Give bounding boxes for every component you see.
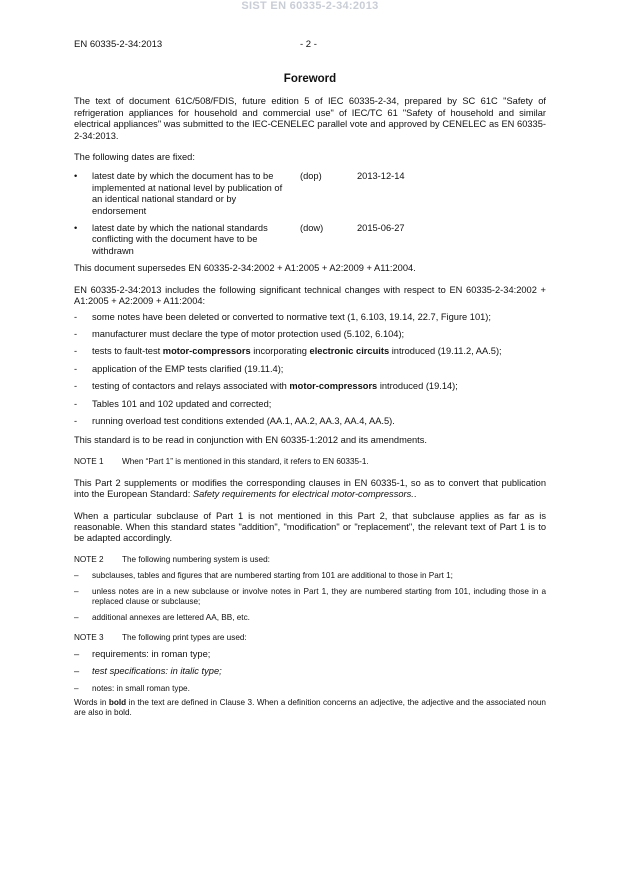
note-text: The following numbering system is used: (122, 554, 270, 564)
list-item: - application of the EMP tests clarified (19.11.4); (74, 363, 284, 374)
header-doc-id: EN 60335-2-34:2013 (74, 39, 163, 50)
part2-paragraph: This Part 2 supplements or modifies the corresponding clauses in EN 60335-1, so as to convert that publication into the European Standard: Safety requirements for electrical motor-compressors.. (74, 477, 546, 500)
conjunction-paragraph: This standard is to be read in conjunction with EN 60335-1:2012 and its amendments. (74, 435, 427, 446)
defined-term: motor-compressors (289, 381, 378, 392)
list-item: – requirements: in roman type; (74, 648, 211, 659)
watermark: SIST EN 60335-2-34:2013 (241, 0, 379, 12)
dates-table (74, 171, 546, 257)
bullet-icon: • (74, 223, 78, 234)
note-label: NOTE 3 (74, 632, 104, 642)
subclause-paragraph: When a particular subclause of Part 1 is not mentioned in this Part 2, that subclause applies as far as is reasonable. When this standard states "addition", "modification" or "replacement", the relevant text of Part 1 is to be adapted accordingly. (74, 510, 546, 544)
print-types-list (74, 649, 546, 694)
date-description: latest date by which the document has to be implemented at national level by publication of an identical national standard or by endorsement (92, 171, 283, 216)
list-item: – subclauses, tables and figures that are numbered starting from 101 are additional to those in Part 1; (74, 570, 453, 580)
document-body (74, 74, 546, 728)
list-item: - Tables 101 and 102 updated and corrected; (74, 398, 272, 409)
date-row-dop (74, 171, 546, 217)
list-item: - some notes have been deleted or converted to normative text (1, 6.103, 19.14, 22.7, Figure 101); (74, 311, 491, 322)
bold-words-paragraph: Words in bold in the text are defined in Clause 3. When a definition concerns an adjective, the adjective and the associated noun are also in bold. (74, 697, 546, 717)
list-item: – test specifications: in italic type; (74, 666, 222, 677)
intro-paragraph: The text of document 61C/508/FDIS, future edition 5 of IEC 60335-2-34, prepared by SC 61C "Safety of refrigeration appliances for household and commercial use" of IEC/TC 61 "Safety of household and similar electrical appliances" was submitted to the IEC-CENELEC parallel vote and approved by CENELEC as EN 60335-2-34:2013. (74, 96, 546, 141)
note-text: When “Part 1” is mentioned in this standard, it refers to EN 60335-1. (122, 456, 369, 466)
date-code: (dop) (300, 171, 322, 182)
note-1 (74, 457, 546, 467)
defined-term: electronic circuits (309, 346, 390, 357)
note-text: The following print types are used: (122, 632, 247, 642)
standard-title: Safety requirements for electrical motor-compressors. (192, 489, 414, 500)
defined-term: motor-compressors (162, 346, 251, 357)
list-item: – unless notes are in a new subclause or involve notes in Part 1, they are numbered starting from 101, including those in a replaced clause or subclause; (74, 586, 546, 606)
dates-intro: The following dates are fixed: (74, 152, 195, 163)
date-value: 2013-12-14 (357, 171, 405, 182)
numbering-list (74, 571, 546, 623)
changes-list (74, 312, 546, 428)
note-label: NOTE 1 (74, 456, 104, 466)
list-item: - testing of contactors and relays associated with motor-compressors introduced (19.14); (74, 381, 458, 392)
date-row-dow (74, 223, 546, 257)
page-title: Foreword (283, 73, 337, 85)
list-item: - manufacturer must declare the type of motor protection used (5.102, 6.104); (74, 328, 405, 339)
bullet-icon: • (74, 171, 78, 182)
date-value: 2015-06-27 (357, 223, 405, 234)
header-page-number: - 2 - (300, 39, 317, 50)
date-code: (dow) (300, 223, 324, 234)
list-item: - running overload test conditions extended (AA.1, AA.2, AA.3, AA.4, AA.5). (74, 415, 395, 426)
changes-intro: EN 60335-2-34:2013 includes the following significant technical changes with respect to EN 60335-2-34:2002 + A1:2005 + A2:2009 + A11:2004: (74, 284, 546, 307)
note-label: NOTE 2 (74, 554, 104, 564)
list-item: – notes: in small roman type. (74, 683, 190, 693)
note-3 (74, 633, 546, 643)
list-item: - tests to fault-test motor-compressors incorporating electronic circuits introduced (19.11.2, AA.5); (74, 346, 502, 357)
date-description: latest date by which the national standards conflicting with the document have to be withdrawn (92, 223, 268, 256)
supersedes-paragraph: This document supersedes EN 60335-2-34:2002 + A1:2005 + A2:2009 + A11:2004. (74, 263, 416, 274)
note-2 (74, 555, 546, 565)
list-item: – additional annexes are lettered AA, BB, etc. (74, 612, 250, 622)
